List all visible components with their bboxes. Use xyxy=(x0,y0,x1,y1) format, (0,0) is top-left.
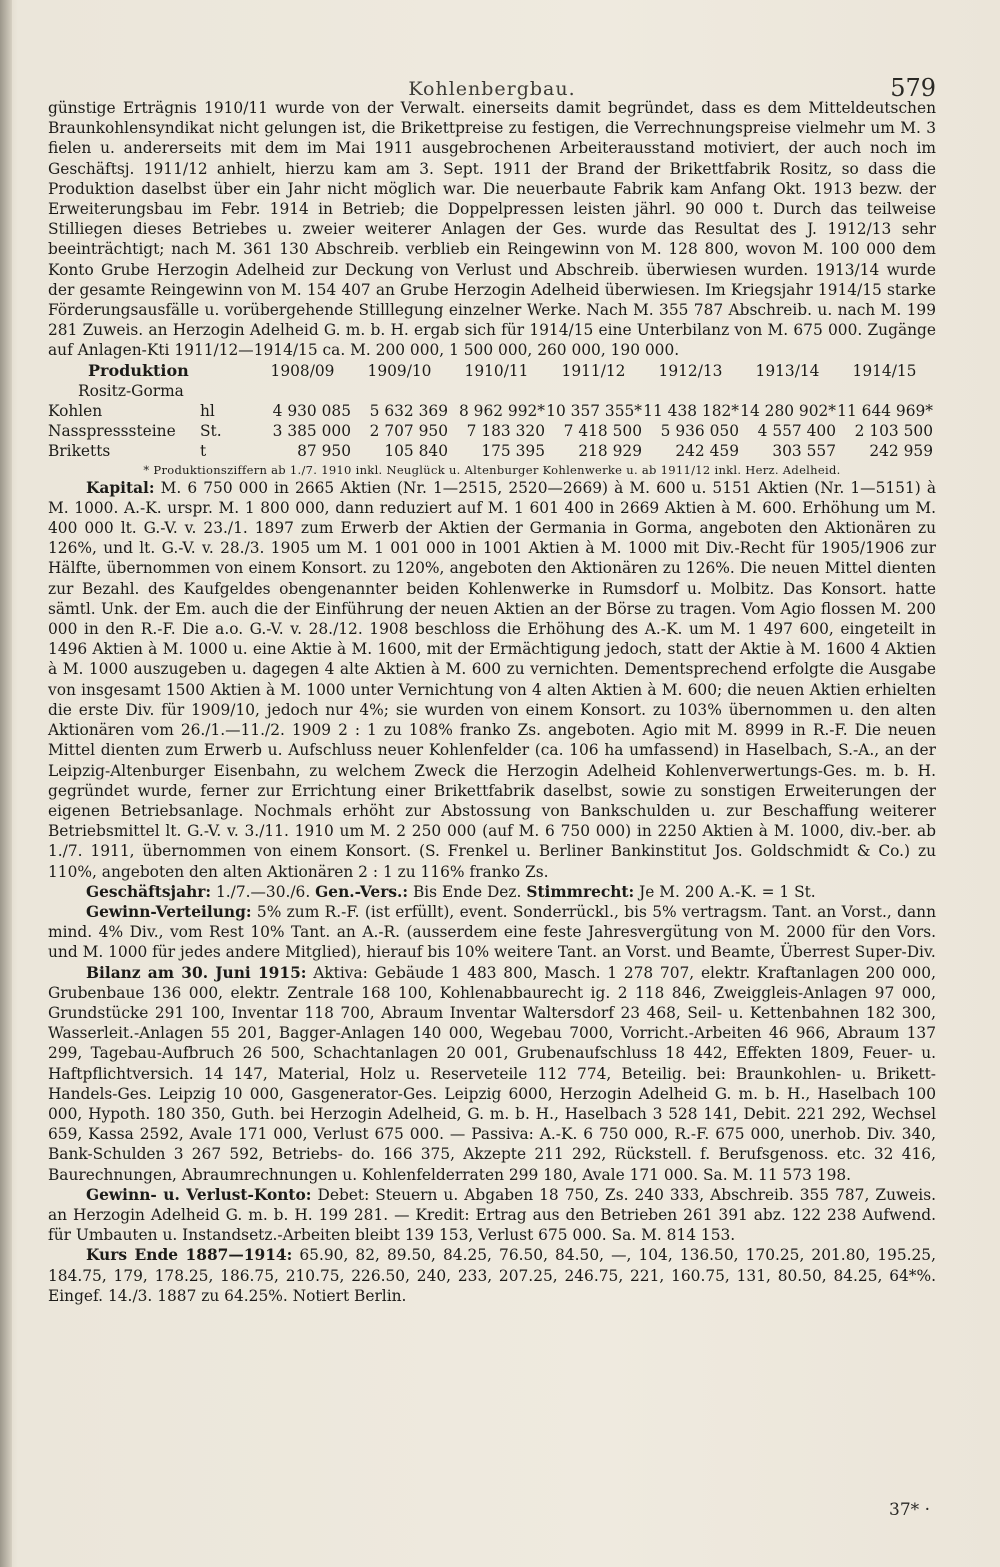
geschaeftsjahr-text: 1./7.—30./6. xyxy=(211,882,311,901)
production-subheading xyxy=(48,381,936,401)
row-unit: hl xyxy=(200,402,215,421)
table-cell: 2 103 500 xyxy=(854,422,933,441)
row-label: Kohlen xyxy=(48,402,103,421)
intro-paragraph: günstige Erträgnis 1910/11 wurde von der Verwalt. einerseits damit begründet, dass es dem Mitteldeutschen Braunkohlensyndikat nicht gelungen ist, die Brikettpreise zu festigen, die Verrechnungspreise vielmehr um M. 3 fielen u. andererseits mit dem im Mai 1911 ausgebrochenen Arbeiterausstand motiviert, der auch noch im Geschäftsj. 1911/12 anhielt, hierzu kam am 3. Sept. 1911 der Brand der Brikettfabrik Rositz, so dass die Produktion daselbst über ein Jahr nicht möglich war. Die neuerbaute Fabrik kam Anfang Okt. 1913 bezw. der Erweiterungsbau im Febr. 1914 in Betrieb; die Doppelpressen leisten jährl. 90 000 t. Durch das teilweise Stilliegen dieses Betriebes u. zweier weiterer Anlagen der Ges. wurde das Resultat des J. 1912/13 sehr beeinträchtigt; nach M. 361 130 Abschreib. verblieb ein Reingewinn von M. 128 800, wovon M. 100 000 dem Konto Grube Herzogin Adelheid zur Deckung von Verlust und Abschreib. überwiesen wurden. 1913/14 wurde der gesamte Reingewinn von M. 154 407 an Grube Herzogin Adelheid überwiesen. Im Kriegsjahr 1914/15 starke Förderungsausfälle u. vorübergehende Stilllegung einzelner Werke. Nach M. 355 787 Abschreib. u. nach M. 199 281 Zuweis. an Herzogin Adelheid G. m. b. H. ergab sich für 1914/15 eine Unterbilanz von M. 675 000. Zugänge auf Anlagen-Kti 1911/12—1914/15 ca. M. 200 000, 1 500 000, 260 000, 190 000. xyxy=(48,99,936,360)
production-heading: Produktion xyxy=(88,360,189,380)
kapital-label: Kapital: xyxy=(86,478,155,497)
bilanz-paragraph xyxy=(48,963,936,1185)
gewinn-verteilung-text: 5% zum R.-F. (ist erfüllt), event. Sonderrückl., bis 5% vertragsm. Tant. an Vorst., dann mind. 4% Div., vom Rest 10% Tant. an A.-R. (ausserdem eine feste Jahresvergütung von M. 2000 für den Vors. und M. 1000 für jedes andere Mitglied), hierauf bis 10% weitere Tant. an Vorst. und Beamte, Überrest Super-Div. xyxy=(48,902,936,962)
bilanz-label: Bilanz am 30. Juni 1915: xyxy=(86,963,307,982)
signature-mark: 37* · xyxy=(889,1500,930,1520)
gewinn-verlust-label: Gewinn- u. Verlust-Konto: xyxy=(86,1185,312,1204)
page-content xyxy=(48,98,936,1306)
table-cell: 7 183 320 xyxy=(466,422,545,441)
row-unit: St. xyxy=(200,422,222,441)
table-cell: 242 959 xyxy=(869,442,933,461)
table-cell: 175 395 xyxy=(481,442,545,461)
table-row xyxy=(48,401,936,421)
table-cell: 7 418 500 xyxy=(563,422,642,441)
running-title: Kohlenbergbau. xyxy=(408,78,576,100)
stimmrecht-label: Stimmrecht: xyxy=(526,882,635,901)
year-col-5: 1912/13 xyxy=(658,361,723,380)
kapital-text: M. 6 750 000 in 2665 Aktien (Nr. 1—2515, 2520—2669) à M. 600 u. 5151 Aktien (Nr. 1—5151) à M. 1000. A.-K. urspr. M. 1 800 000, dann reduziert auf M. 1 601 400 in 2669 Aktien à M. 600. Erhöhung um M. 400 000 lt. G.-V. v. 23./1. 1897 zum Erwerb der Aktien der Germania in Gorma, angeboten den Aktionären zu 126%, und lt. G.-V. v. 28./3. 1905 um M. 1 001 000 in 1001 Aktien à M. 1000 mit Div.-Recht für 1905/1906 zur Hälfte, übernommen von einem Konsort. zu 120%, angeboten den Aktionären zu 126%. Die neuen Mittel dienten zur Bezahl. des Kaufgeldes obengenannter beiden Kohlenwerke in Rumsdorf u. Molbitz. Das Konsort. hatte sämtl. Unk. der Em. auch die der Einführung der neuen Aktien an der Börse zu tragen. Vom Agio flossen M. 200 000 in den R.-F. Die a.o. G.-V. v. 28./12. 1908 beschloss die Erhöhung des A.-K. um M. 1 497 600, eingeteilt in 1496 Aktien à M. 1000 u. eine Aktie à M. 1600, mit der Ermächtigung jedoch, statt der Aktie à M. 1600 4 Aktien à M. 1000 auszugeben u. dagegen 4 alte Aktien à M. 600 zu vernichten. Dementsprechend erfolgte die Ausgabe von insgesamt 1500 Aktien à M. 1000 unter Vernichtung von 4 alten Aktien à M. 600; die neuen Aktien erhielten die erste Div. für 1909/10, jedoch nur 4%; sie wurden von einem Konsort. zu 103% übernommen u. den alten Aktionären vom 26./1.—11./2. 1909 2 : 1 zu 108% franko Zs. angeboten. Agio mit M. 8999 in R.-F. Die neuen Mittel dienten zum Erwerb u. Aufschluss neuer Kohlenfelder (ca. 106 ha umfassend) in Haselbach, S.-A., an der Leipzig-Altenburger Eisenbahn, zu welchem Zweck die Herzogin Adelheid Kohlenverwertungs-Ges. m. b. H. gegründet wurde, ferner zur Errichtung einer Brikettfabrik daselbst, sowie zu sonstigen Erweiterungen der eigenen Betriebsanlage. Nochmals erhöht zur Abstossung von Bankschulden u. zur Beschaffung weiterer Betriebsmittel lt. G.-V. v. 3./11. 1910 um M. 2 250 000 (auf M. 6 750 000) in 2250 Aktien à M. 1000, div.-ber. ab 1./7. 1911, übernommen von einem Konsort. (S. Frenkel u. Berliner Bankinstitut Jos. Goldschmidt & Co.) zu 110%, angeboten den alten Aktionären 2 : 1 zu 116% franko Zs. xyxy=(48,478,936,881)
table-cell: 14 280 902* xyxy=(740,402,836,421)
table-cell: 4 557 400 xyxy=(757,422,836,441)
production-footnote: * Produktionsziffern ab 1./7. 1910 inkl. Neuglück u. Altenburger Kohlenwerke u. ab 1911/12 inkl. Herz. Adelheid. xyxy=(143,462,841,477)
gen-vers-label: Gen.-Vers.: xyxy=(315,882,409,901)
gewinn-verlust-text: Debet: Steuern u. Abgaben 18 750, Zs. 240 333, Abschreib. 355 787, Zuweis. an Herzogin Adelheid G. m. b. H. 199 281. — Kredit: Ertrag aus den Betrieben 261 391 abz. 122 238 Aufwend. für Umbauten u. Instandsetz.-Arbeiten bleibt 139 153, Verlust 675 000. Sa. M. 814 153. xyxy=(48,1185,936,1245)
table-cell: 10 357 355* xyxy=(546,402,642,421)
gen-vers-text: Bis Ende Dez. xyxy=(408,882,522,901)
table-cell: 11 438 182* xyxy=(643,402,739,421)
table-cell: 11 644 969* xyxy=(837,402,933,421)
table-cell: 105 840 xyxy=(384,442,448,461)
production-table xyxy=(48,361,936,478)
kurs-text: 65.90, 82, 89.50, 84.25, 76.50, 84.50, —, 104, 136.50, 170.25, 201.80, 195.25, 184.75, 179, 178.25, 186.75, 210.75, 226.50, 240, 233, 207.25, 246.75, 221, 160.75, 131, 80.50, 84.25, 64*%. Eingef. 14./3. 1887 zu 64.25%. Notiert Berlin. xyxy=(48,1246,936,1305)
kurs-label: Kurs Ende 1887—1914: xyxy=(86,1246,293,1265)
table-cell: 2 707 950 xyxy=(369,422,448,441)
page-number: 579 xyxy=(890,74,936,102)
bilanz-text: Aktiva: Gebäude 1 483 800, Masch. 1 278 707, elektr. Kraftanlagen 200 000, Grubenbaue 136 000, elektr. Zentrale 168 100, Kohlenabbaurecht ig. 2 118 846, Zweiggleis-Anlagen 97 000, Grundstücke 291 100, Inventar 118 700, Abraum Inventar Waltersdorf 23 468, Seil- u. Kettenbahnen 182 300, Wasserleit.-Anlagen 55 201, Bagger-Anlagen 140 000, Wegebau 7000, Vorricht.-Arbeiten 46 966, Abraum 137 299, Tagebau-Aufbruch 26 500, Schachtanlagen 20 001, Grubenaufschluss 18 442, Effekten 1809, Feuer- u. Haftpflichtversich. 14 147, Material, Holz u. Reserveteile 112 774, Beteilig. bei: Braunkohlen- u. Brikett-Handels-Ges. Leipzig 10 000, Gasgenerator-Ges. Leipzig 6000, Herzogin Adelheid G. m. b. H., Haselbach 100 000, Hypoth. 180 350, Guth. bei Herzogin Adelheid, G. m. b. H., Haselbach 3 528 141, Debit. 221 292, Wechsel 659, Kassa 2592, Avale 171 000, Verlust 675 000. — Passiva: A.-K. 6 750 000, R.-F. 675 000, unerhob. Div. 340, Bank-Schulden 3 267 592, Betriebs- do. 166 375, Akzepte 211 292, Rückstell. f. Berufsgenoss. etc. 32 416, Baurechnungen, Abraumrechnungen u. Kohlenfelderraten 299 180, Avale 171 000. Sa. M. 11 573 198. xyxy=(48,963,936,1184)
stimmrecht-text: Je M. 200 A.-K. = 1 St. xyxy=(634,882,816,901)
table-cell: 87 950 xyxy=(297,442,351,461)
table-cell: 8 962 992* xyxy=(458,402,545,421)
geschaeftsjahr-paragraph xyxy=(48,882,936,902)
kurs-paragraph xyxy=(48,1245,936,1306)
table-cell: 4 930 085 xyxy=(272,402,351,421)
year-col-1: 1908/09 xyxy=(270,361,335,380)
table-cell: 218 929 xyxy=(578,442,642,461)
year-col-4: 1911/12 xyxy=(561,361,626,380)
production-header-row xyxy=(48,361,936,381)
table-cell: 5 632 369 xyxy=(369,402,448,421)
table-row xyxy=(48,421,936,441)
page-edge-shadow xyxy=(0,0,12,1567)
table-row xyxy=(48,441,936,461)
table-cell: 303 557 xyxy=(772,442,836,461)
geschaeftsjahr-label: Geschäftsjahr: xyxy=(86,882,212,901)
table-cell: 242 459 xyxy=(675,442,739,461)
table-cell: 5 936 050 xyxy=(660,422,739,441)
year-col-6: 1913/14 xyxy=(755,361,820,380)
row-label: Nasspresssteine xyxy=(48,422,176,441)
production-subheading-text: Rositz-Gorma xyxy=(78,381,184,400)
year-col-2: 1909/10 xyxy=(367,361,432,380)
table-cell: 3 385 000 xyxy=(272,422,351,441)
year-col-3: 1910/11 xyxy=(464,361,529,380)
row-unit: t xyxy=(200,442,207,461)
year-col-7: 1914/15 xyxy=(852,361,917,380)
gewinn-verlust-paragraph xyxy=(48,1185,936,1246)
kapital-paragraph xyxy=(48,478,936,882)
gewinn-verteilung-label: Gewinn-Verteilung: xyxy=(86,902,252,921)
gewinn-verteilung-paragraph xyxy=(48,902,936,963)
row-label: Briketts xyxy=(48,442,111,461)
